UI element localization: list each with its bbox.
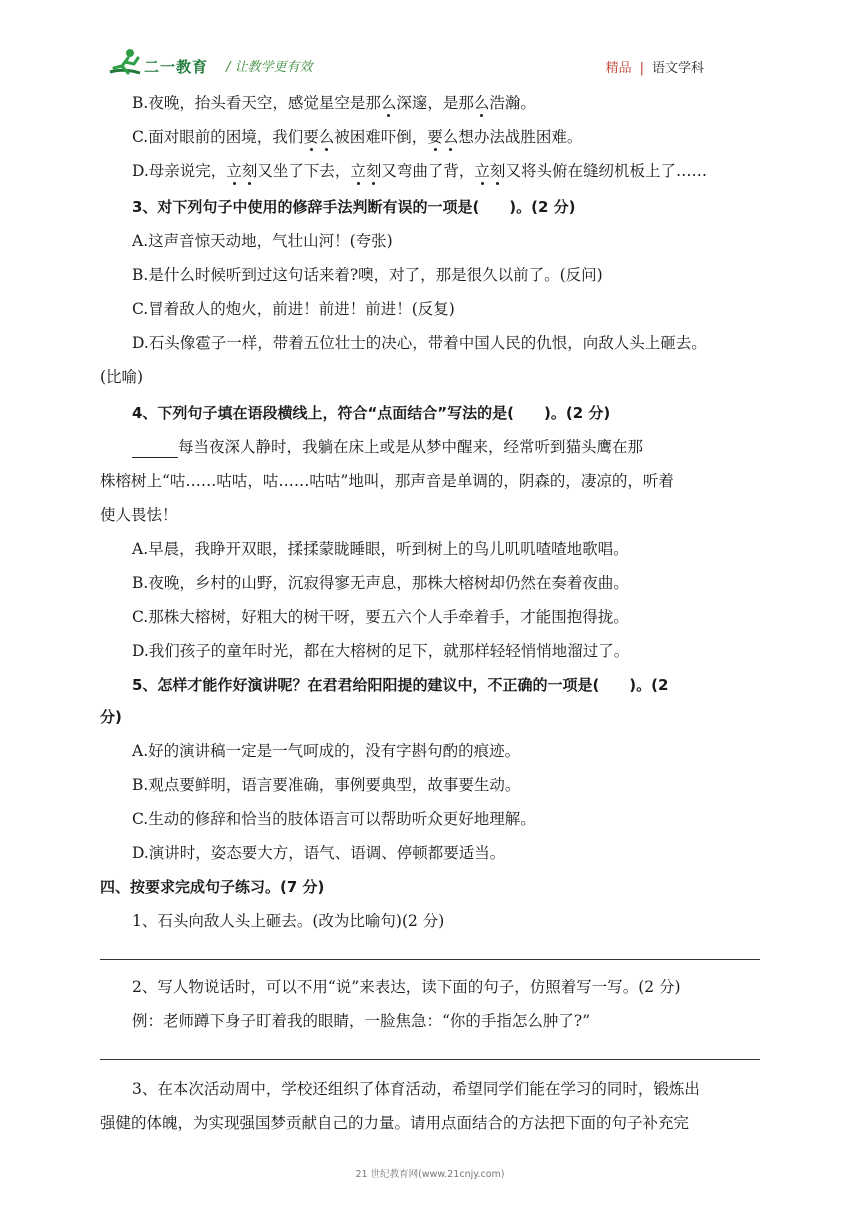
q5-option-a: A.好的演讲稿一定是一气呵成的，没有字斟句酌的痕迹。 [132, 742, 521, 760]
header-right [606, 57, 704, 76]
q5-option-b: B.观点要鲜明，语言要准确，事例要典型，故事要生动。 [132, 776, 521, 794]
answer-line-1[interactable] [100, 959, 760, 960]
page-footer: 21 世纪教育网(www.21cnjy.com) [355, 1169, 505, 1180]
question-5-cont: 分) [100, 708, 122, 726]
q2-option-b: B.夜晚，抬头看天空，感觉星空是那么深邃，是那么浩瀚。 [132, 94, 536, 112]
s4-question-1: 1、石头向敌人头上砸去。(改为比喻句)(2 分) [132, 912, 445, 930]
answer-line-2[interactable] [100, 1059, 760, 1060]
q4-passage-line2: 株榕树上“咕……咕咕，咕……咕咕”地叫，那声音是单调的，阴森的，凄凉的，听着 [100, 472, 674, 490]
q4-passage-line1: 每当夜深人静时，我躺在床上或是从梦中醒来，经常听到猫头鹰在那 [132, 436, 643, 458]
fill-blank[interactable] [132, 441, 178, 458]
s4-question-3-line2: 强健的体魄，为实现强国梦贡献自己的力量。请用点面结合的方法把下面的句子补充完 [100, 1114, 690, 1132]
q4-option-a: A.早晨，我睁开双眼，揉揉蒙眬睡眼，听到树上的鸟儿叽叽喳喳地歌唱。 [132, 540, 629, 558]
s4-question-2: 2、写人物说话时，可以不用“说”来表达，读下面的句子，仿照着写一写。(2 分) [132, 978, 681, 996]
q2-option-c: C.面对眼前的困境，我们要么被困难吓倒，要么想办法战胜困难。 [132, 128, 583, 146]
q5-option-c: C.生动的修辞和恰当的肢体语言可以帮助听众更好地理解。 [132, 810, 536, 828]
section-4-heading: 四、按要求完成句子练习。(7 分) [100, 878, 325, 896]
question-4: 4、下列句子填在语段横线上，符合“点面结合”写法的是( )。(2 分) [132, 404, 611, 422]
q5-option-d: D.演讲时，姿态要大方，语气、语调、停顿都要适当。 [132, 844, 506, 862]
q3-option-a: A.这声音惊天动地，气壮山河！(夸张) [132, 232, 393, 250]
header-separator: | [639, 61, 644, 76]
q3-option-b: B.是什么时候听到过这句话来着?噢，对了，那是很久以前了。(反问) [132, 266, 603, 284]
subject-label: 语文学科 [651, 61, 704, 76]
q4-option-b: B.夜晚，乡村的山野，沉寂得寥无声息，那株大榕树却仍然在奏着夜曲。 [132, 574, 629, 592]
q3-option-d-cont: (比喻) [100, 368, 144, 386]
logo-text: 二一教育 [144, 58, 209, 76]
q4-option-d: D.我们孩子的童年时光，都在大榕树的足下，就那样轻轻悄悄地溜过了。 [132, 642, 630, 660]
q3-option-c: C.冒着敌人的炮火，前进！前进！前进！(反复) [132, 300, 455, 318]
s4-question-3-line1: 3、在本次活动周中，学校还组织了体育活动，希望同学们能在学习的同时，锻炼出 [132, 1080, 700, 1098]
q4-passage-line3: 使人畏怯！ [100, 506, 178, 524]
question-3: 3、对下列句子中使用的修辞手法判断有误的一项是( )。(2 分) [132, 198, 576, 216]
slogan: / 让教学更有效 [226, 60, 313, 75]
q2-option-d: D.母亲说完，立刻又坐了下去，立刻又弯曲了背，立刻又将头俯在缝纫机板上了…… [132, 162, 707, 180]
q4-option-c: C.那株大榕树，好粗大的树干呀，要五六个人手牵着手，才能围抱得拢。 [132, 608, 629, 626]
quality-badge: 精品 [605, 61, 632, 76]
page-header [0, 0, 860, 90]
question-5: 5、怎样才能作好演讲呢？在君君给阳阳提的建议中，不正确的一项是( )。(2 [132, 676, 669, 694]
s4-question-2-example: 例：老师蹲下身子盯着我的眼睛，一脸焦急：“你的手指怎么肿了?” [132, 1012, 591, 1030]
q3-option-d: D.石头像雹子一样，带着五位壮士的决心，带着中国人民的仇恨，向敌人头上砸去。 [132, 334, 707, 352]
